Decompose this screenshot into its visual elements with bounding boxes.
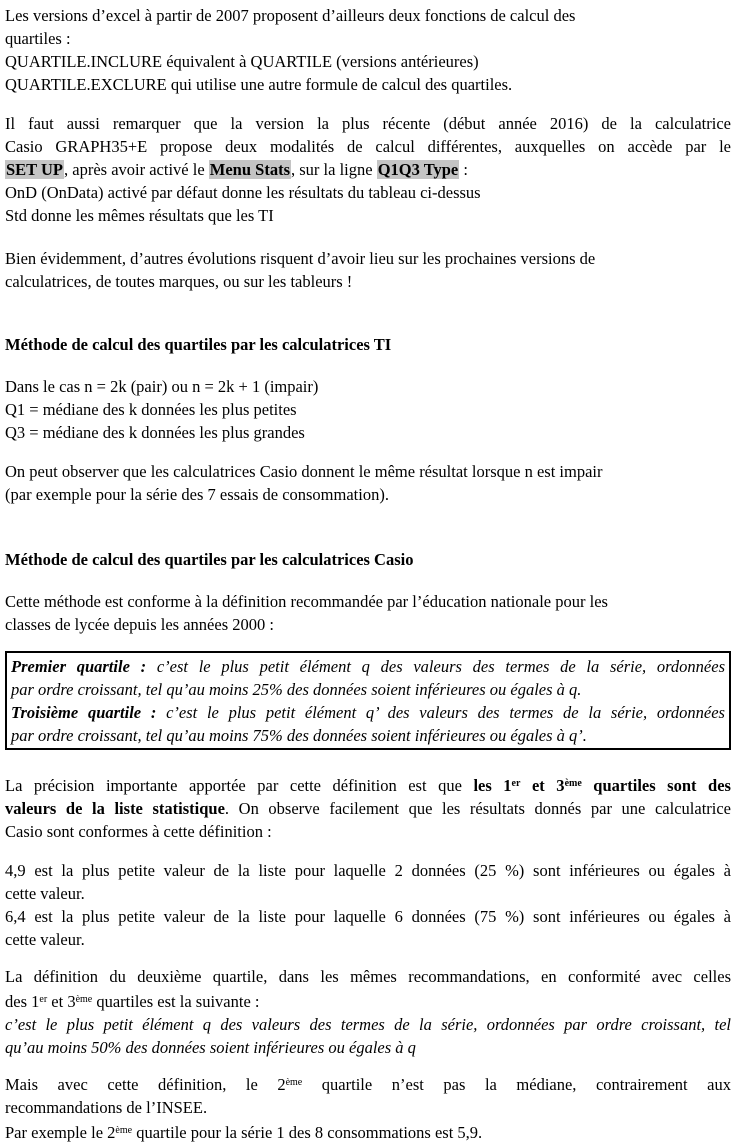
text-line [5, 421, 731, 444]
text-run: Méthode de calcul des quartiles par les calculatrices TI [5, 335, 392, 354]
text-line [5, 135, 731, 158]
para-precision [5, 772, 731, 843]
text-run: quartiles : [5, 29, 71, 48]
text-line [5, 112, 731, 135]
text-line [5, 820, 731, 843]
text-line [5, 1013, 731, 1036]
para-deuxieme-quartile [5, 965, 731, 1059]
text-run: , sur la ligne [291, 160, 377, 179]
text-run: . On observe facilement que les résultats donnés par une calculatrice [224, 799, 731, 818]
text-line [5, 483, 731, 506]
text-line [5, 590, 731, 613]
text-line [5, 158, 731, 181]
text-run: recommandations de l’INSEE. [5, 1098, 208, 1117]
para-premier-quartile [11, 655, 725, 701]
para-excel-versions [5, 4, 731, 96]
text-run: , après avoir activé le [64, 160, 209, 179]
text-run: c’est le plus petit élément q des valeurs des termes de la série, ordonnées par ordre croissant, tel [5, 1015, 731, 1034]
text-run: QUARTILE.EXCLURE qui utilise une autre formule de calcul des quartiles. [5, 75, 513, 94]
text-line [5, 772, 731, 797]
text-run: 4,9 est la plus petite valeur de la liste pour laquelle 2 données (25 %) sont inférieures ou égales à [5, 861, 731, 880]
para-evolutions [5, 247, 731, 293]
text-run: Méthode de calcul des quartiles par les calculatrices Casio [5, 550, 414, 569]
text-run: qu’au moins 50% des données soient inférieures ou égales à q [5, 1038, 416, 1057]
text-line [5, 905, 731, 928]
text-line [5, 548, 731, 571]
superscript: ème [115, 1125, 133, 1136]
text-run: Casio sont conformes à cette définition : [5, 822, 272, 841]
superscript: ème [564, 778, 582, 789]
text-run: Premier quartile : [11, 657, 157, 676]
text-run: : [459, 160, 468, 179]
text-line [5, 882, 731, 905]
text-run: Casio GRAPH35+E propose deux modalités de calcul différentes, auxquelles on accède par le [5, 137, 731, 156]
text-run: 6,4 est la plus petite valeur de la liste pour laquelle 6 données (75 %) sont inférieures ou égales à [5, 907, 731, 926]
text-line [11, 678, 725, 701]
text-line [5, 50, 731, 73]
text-line [5, 460, 731, 483]
text-line [5, 73, 731, 96]
para-casio-observation [5, 460, 731, 506]
text-run: (par exemple pour la série des 7 essais de consommation). [5, 485, 389, 504]
text-line [11, 655, 725, 678]
heading-ti [5, 333, 731, 356]
text-line [5, 27, 731, 50]
text-line [5, 398, 731, 421]
text-line [5, 965, 731, 988]
text-run: quartile n’est pas la médiane, contrairement aux [302, 1075, 731, 1094]
para-ti-method [5, 375, 731, 444]
text-run: Q3 = médiane des k données les plus grandes [5, 423, 305, 442]
text-line [5, 1119, 731, 1144]
text-line [5, 375, 731, 398]
text-line [5, 204, 731, 227]
text-run: Cette méthode est conforme à la définition recommandée par l’éducation nationale pour les [5, 592, 608, 611]
para-mais-definition [5, 1071, 731, 1144]
text-run: Mais avec cette définition, le 2 [5, 1075, 286, 1094]
text-line [5, 1036, 731, 1059]
text-run: Std donne les mêmes résultats que les TI [5, 206, 274, 225]
text-run: cette valeur. [5, 930, 85, 949]
text-run: valeurs de la liste statistique [5, 799, 225, 818]
highlighted-term: Menu Stats [209, 160, 290, 179]
heading-casio [5, 548, 731, 571]
text-run: Les versions d’excel à partir de 2007 proposent d’ailleurs deux fonctions de calcul des [5, 6, 576, 25]
superscript: ème [285, 1077, 303, 1088]
text-line [11, 701, 725, 724]
text-line [5, 4, 731, 27]
text-run: quartiles sont des [581, 776, 731, 795]
text-line [5, 270, 731, 293]
highlighted-term: SET UP [6, 160, 64, 179]
text-run: c’est le plus petit élément q des valeurs des termes de la série, ordonnées [156, 657, 726, 676]
text-line [11, 724, 725, 747]
para-troisieme-quartile [11, 701, 725, 747]
superscript: er [511, 778, 521, 789]
para-casio-graph35 [5, 112, 731, 227]
text-run: quartiles est la suivante : [92, 992, 260, 1011]
text-run: Q1 = médiane des k données les plus petites [5, 400, 297, 419]
text-run: c’est le plus petit élément q’ des valeurs des termes de la série, ordonnées [166, 703, 725, 722]
para-quartile-49 [5, 859, 731, 905]
text-run: On peut observer que les calculatrices Casio donnent le même résultat lorsque n est impair [5, 462, 603, 481]
text-line [5, 1096, 731, 1119]
text-line [5, 247, 731, 270]
text-line [5, 928, 731, 951]
text-run: calculatrices, de toutes marques, ou sur les tableurs ! [5, 272, 353, 291]
definition-box [5, 651, 731, 750]
text-line [5, 613, 731, 636]
text-line [5, 859, 731, 882]
para-quartile-64 [5, 905, 731, 951]
text-line [5, 797, 731, 820]
superscript: ème [75, 994, 93, 1005]
text-run: par ordre croissant, tel qu’au moins 75% des données soient inférieures ou égales à q’. [11, 726, 587, 745]
text-run: les 1 [473, 776, 512, 795]
highlighted-term: Q1Q3 Type [377, 160, 459, 179]
text-run: Il faut aussi remarquer que la version la plus récente (début année 2016) de la calculatrice [5, 114, 731, 133]
para-definition-intro [5, 590, 731, 636]
text-run: des 1 [5, 992, 40, 1011]
text-run: Troisième quartile : [11, 703, 167, 722]
text-run: classes de lycée depuis les années 2000 : [5, 615, 274, 634]
text-line [5, 988, 731, 1013]
text-line [5, 333, 731, 356]
text-run: cette valeur. [5, 884, 85, 903]
text-run: par ordre croissant, tel qu’au moins 25% des données soient inférieures ou égales à q. [11, 680, 582, 699]
text-run: La précision importante apportée par cette définition est que [5, 776, 474, 795]
text-run: quartile pour la série 1 des 8 consommations est 5,9. [132, 1123, 483, 1142]
text-run: OnD (OnData) activé par défaut donne les résultats du tableau ci-dessus [5, 183, 481, 202]
text-run: Bien évidemment, d’autres évolutions risquent d’avoir lieu sur les prochaines versions de [5, 249, 596, 268]
superscript: er [39, 994, 48, 1005]
text-run: QUARTILE.INCLURE équivalent à QUARTILE (versions antérieures) [5, 52, 479, 71]
text-line [5, 1071, 731, 1096]
text-run: Par exemple le 2 [5, 1123, 116, 1142]
text-run: Dans le cas n = 2k (pair) ou n = 2k + 1 (impair) [5, 377, 319, 396]
text-line [5, 181, 731, 204]
text-run: et 3 [520, 776, 565, 795]
text-run: La définition du deuxième quartile, dans les mêmes recommandations, en conformité avec celles [5, 967, 731, 986]
text-run: et 3 [47, 992, 76, 1011]
